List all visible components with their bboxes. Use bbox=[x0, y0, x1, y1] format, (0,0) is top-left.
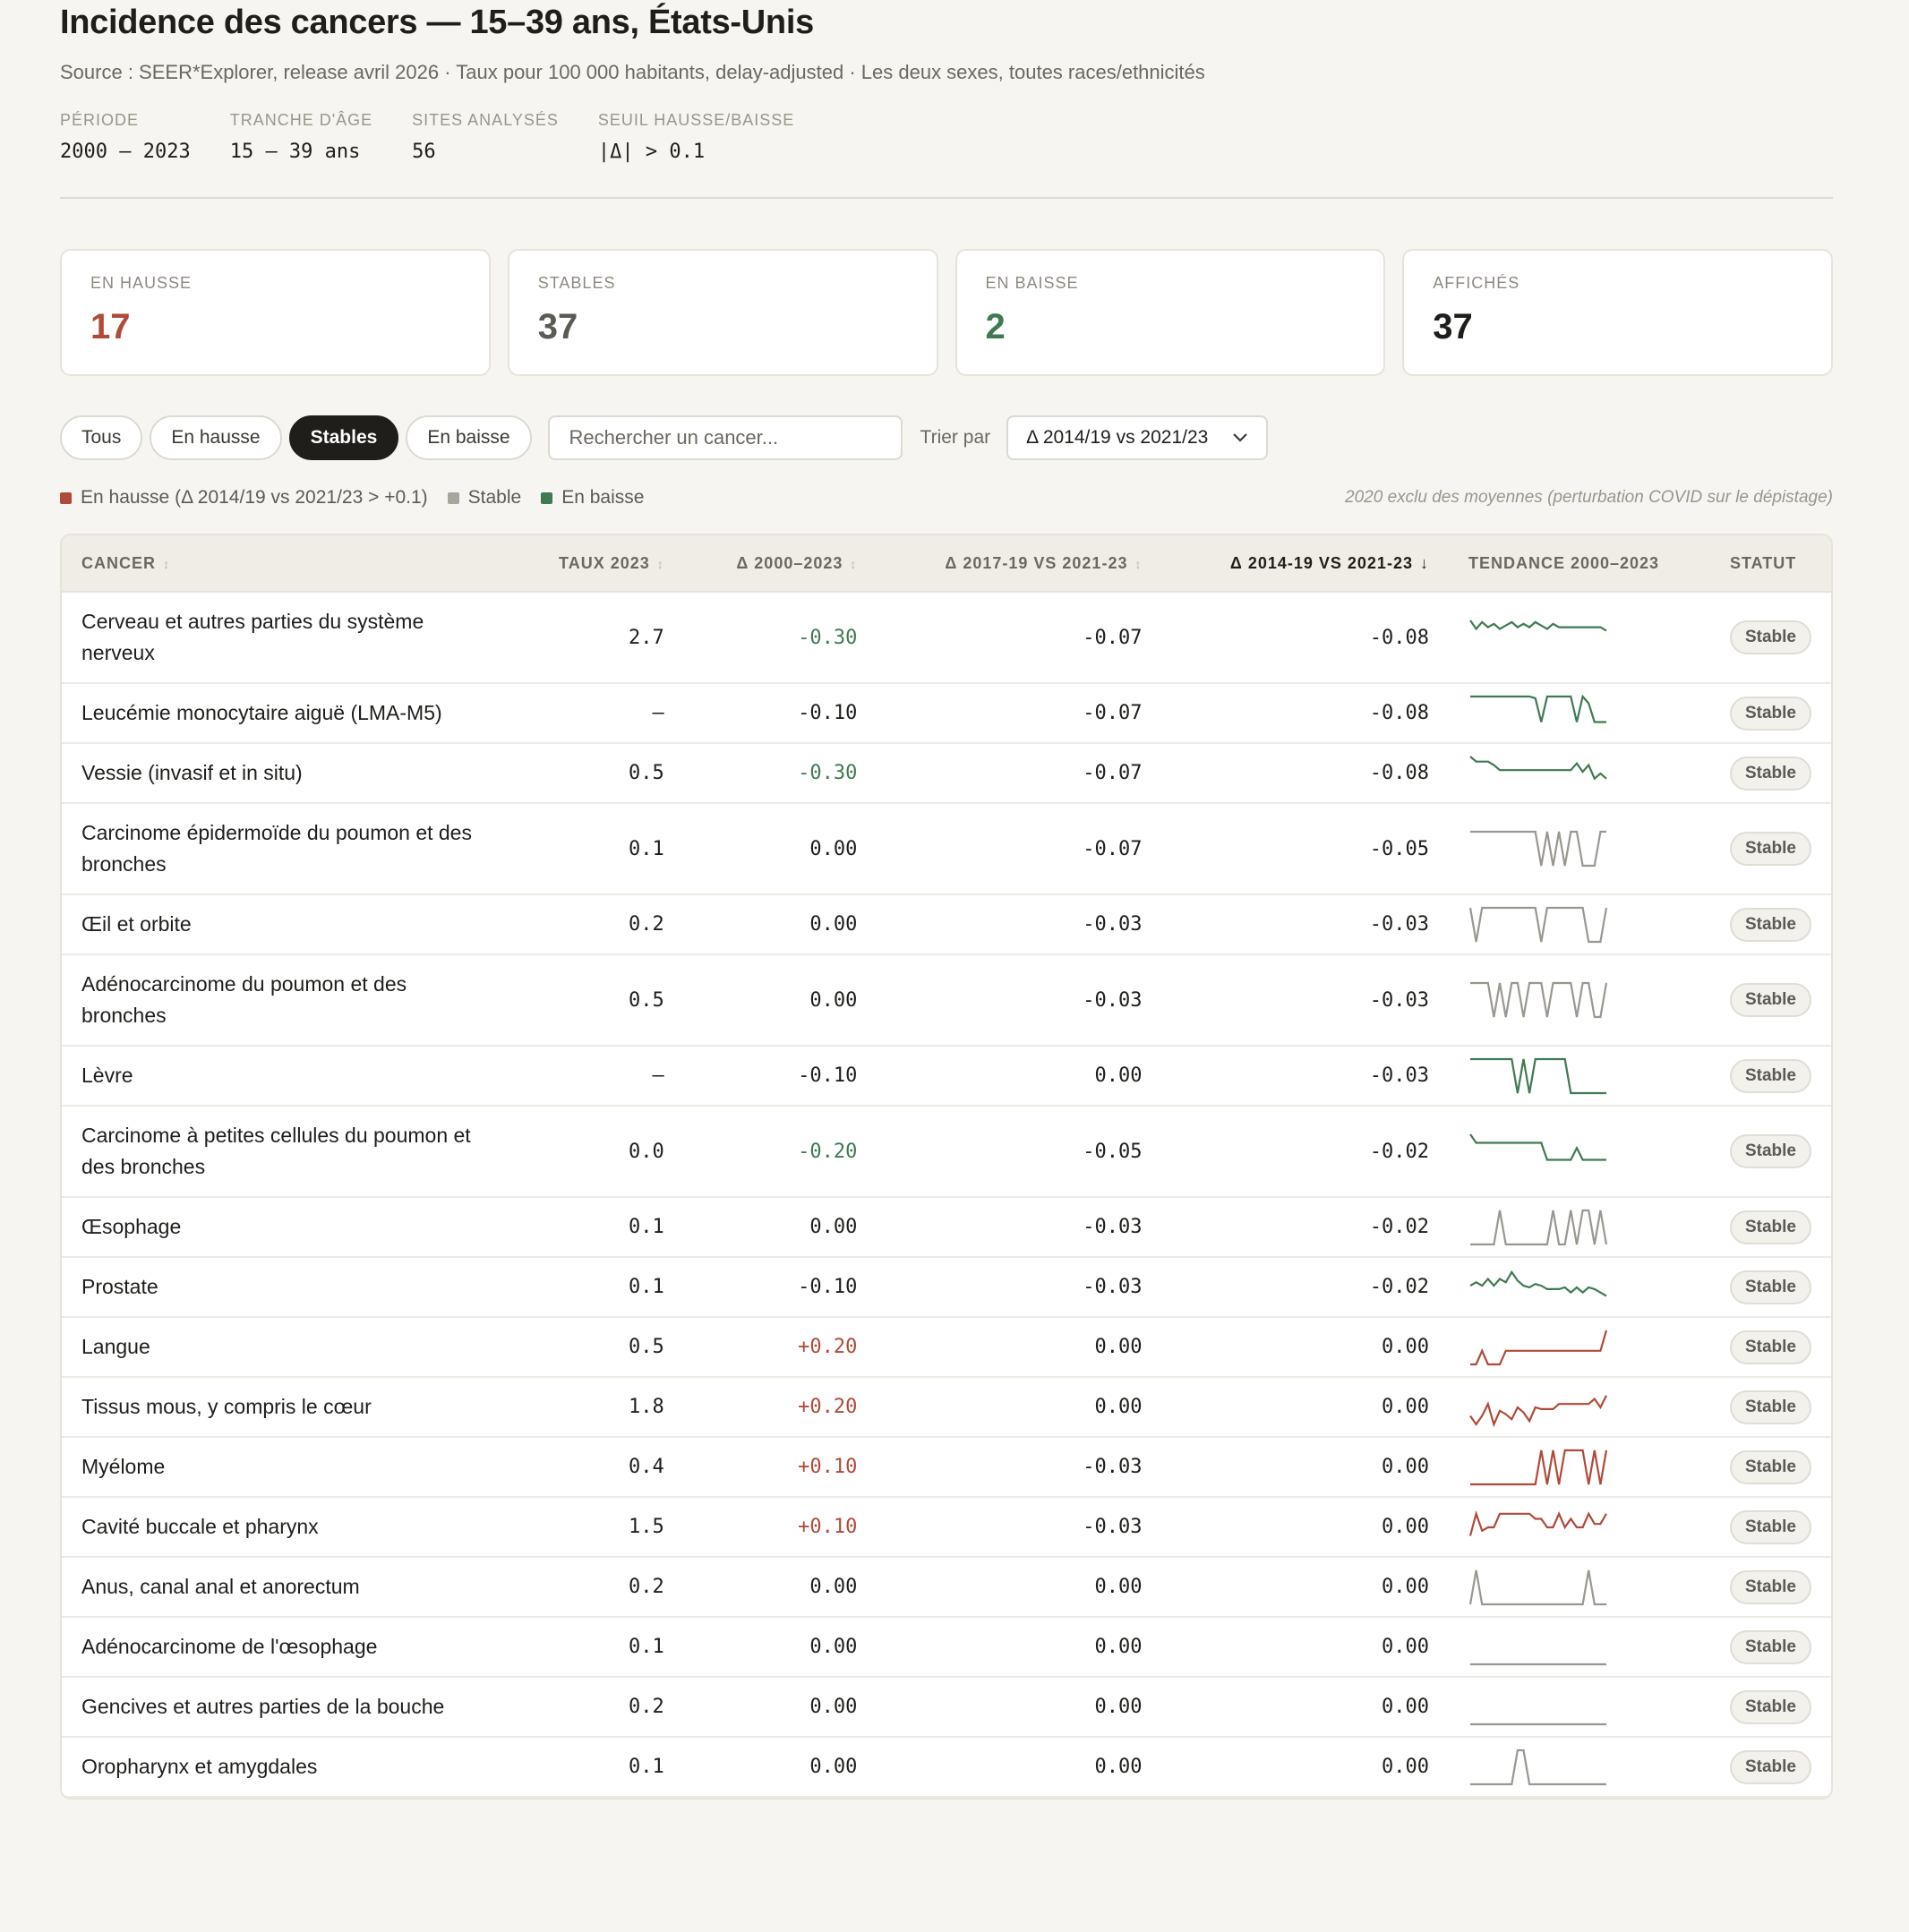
status-cell bbox=[1710, 1258, 1831, 1318]
trend-cell bbox=[1449, 1258, 1710, 1318]
delta-2000-2023: -0.30 bbox=[684, 593, 877, 684]
cancer-table bbox=[60, 534, 1833, 1799]
status-cell bbox=[1710, 1318, 1831, 1378]
status-cell bbox=[1710, 593, 1831, 684]
rate-2023: 0.1 bbox=[509, 1738, 684, 1798]
status-badge: Stable bbox=[1730, 1630, 1811, 1664]
meta-value: |Δ| > 0.1 bbox=[597, 141, 706, 163]
status-badge: Stable bbox=[1730, 1270, 1811, 1304]
sparkline bbox=[1468, 905, 1608, 945]
table-row[interactable] bbox=[62, 804, 1831, 895]
sparkline bbox=[1468, 829, 1608, 868]
cancer-name: Prostate bbox=[62, 1258, 509, 1318]
legend-note: 2020 exclu des moyennes (perturbation COVID sur le dépistage) bbox=[1345, 488, 1833, 507]
delta-2014-19: 0.00 bbox=[1161, 1618, 1449, 1678]
delta-2000-2023: 0.00 bbox=[684, 1738, 877, 1798]
meta-summary bbox=[60, 111, 1833, 163]
card-label: STABLES bbox=[537, 274, 616, 292]
delta-2000-2023: 0.00 bbox=[684, 955, 877, 1047]
delta-2017-19: 0.00 bbox=[877, 1558, 1161, 1618]
col-label: Δ 2014-19 VS 2021-23 bbox=[1229, 553, 1413, 572]
filter-rising-button[interactable]: En hausse bbox=[150, 415, 281, 460]
delta-2000-2023: -0.30 bbox=[684, 744, 877, 804]
delta-2014-19: -0.03 bbox=[1161, 1047, 1449, 1107]
sparkline bbox=[1468, 1508, 1608, 1547]
cancer-name: Œsophage bbox=[62, 1198, 509, 1258]
rate-2023: 0.5 bbox=[509, 744, 684, 804]
sparkline-series bbox=[1470, 908, 1606, 942]
legend-label: Stable bbox=[467, 487, 522, 508]
delta-2000-2023: 0.00 bbox=[684, 1618, 877, 1678]
delta-2014-19: -0.02 bbox=[1161, 1198, 1449, 1258]
delta-2000-2023: +0.10 bbox=[684, 1438, 877, 1498]
trend-cell bbox=[1449, 1198, 1710, 1258]
sparkline bbox=[1468, 1268, 1608, 1307]
divider bbox=[60, 197, 1833, 199]
status-cell bbox=[1710, 1438, 1831, 1498]
delta-2014-19: 0.00 bbox=[1161, 1558, 1449, 1618]
delta-2017-19: 0.00 bbox=[877, 1378, 1161, 1438]
cancer-name: Tissus mous, y compris le cœur bbox=[62, 1378, 509, 1438]
legend-swatch bbox=[60, 492, 72, 504]
delta-2017-19: -0.07 bbox=[877, 593, 1161, 684]
col-label: TENDANCE 2000–2023 bbox=[1468, 553, 1660, 572]
sparkline-series bbox=[1470, 1570, 1606, 1604]
sort-icon: ↕ bbox=[656, 556, 664, 571]
delta-2017-19: -0.07 bbox=[877, 804, 1161, 895]
legend-label: En hausse (Δ 2014/19 vs 2021/23 > +0.1) bbox=[81, 487, 428, 508]
rate-2023: 0.1 bbox=[509, 1198, 684, 1258]
delta-2014-19: 0.00 bbox=[1161, 1498, 1449, 1558]
sparkline bbox=[1468, 1388, 1608, 1427]
delta-2014-19: -0.03 bbox=[1161, 895, 1449, 955]
delta-2014-19: 0.00 bbox=[1161, 1378, 1449, 1438]
card-shown bbox=[1402, 249, 1833, 376]
meta-value: 15 – 39 ans bbox=[229, 141, 361, 163]
table-row[interactable] bbox=[62, 1678, 1831, 1738]
cancer-name: Myélome bbox=[62, 1438, 509, 1498]
sparkline-series bbox=[1470, 620, 1606, 630]
cancer-name: Adénocarcinome de l'œsophage bbox=[62, 1618, 509, 1678]
cancer-name: Anus, canal anal et anorectum bbox=[62, 1558, 509, 1618]
status-cell bbox=[1710, 1498, 1831, 1558]
card-value: 37 bbox=[537, 307, 578, 346]
status-badge: Stable bbox=[1730, 1134, 1811, 1168]
rate-2023: 0.1 bbox=[509, 804, 684, 895]
rate-2023: 1.8 bbox=[509, 1378, 684, 1438]
delta-2017-19: -0.07 bbox=[877, 684, 1161, 744]
card-label: EN BAISSE bbox=[985, 274, 1079, 292]
trend-cell bbox=[1449, 1558, 1710, 1618]
delta-2000-2023: 0.00 bbox=[684, 1558, 877, 1618]
page-subtitle: Source : SEER*Explorer, release avril 2026 · Taux pour 100 000 habitants, delay-adjusted · Les deux sexes, toutes races/ethnicités bbox=[60, 61, 1205, 83]
delta-2017-19: -0.03 bbox=[877, 955, 1161, 1047]
trend-cell bbox=[1449, 1438, 1710, 1498]
sparkline bbox=[1468, 1056, 1608, 1096]
status-cell bbox=[1710, 1618, 1831, 1678]
table-row[interactable] bbox=[62, 1438, 1831, 1498]
status-badge: Stable bbox=[1730, 697, 1811, 731]
sparkline-series bbox=[1470, 1330, 1606, 1364]
col-rate-2023[interactable] bbox=[509, 535, 684, 593]
trend-cell bbox=[1449, 804, 1710, 895]
sparkline bbox=[1468, 754, 1608, 793]
cancer-name: Leucémie monocytaire aiguë (LMA-M5) bbox=[62, 684, 509, 744]
cancer-name: Vessie (invasif et in situ) bbox=[62, 744, 509, 804]
card-falling bbox=[955, 249, 1386, 376]
delta-2017-19: -0.05 bbox=[877, 1107, 1161, 1198]
status-badge: Stable bbox=[1730, 1510, 1811, 1544]
status-cell bbox=[1710, 1378, 1831, 1438]
trend-cell bbox=[1449, 1618, 1710, 1678]
sparkline-series bbox=[1470, 697, 1606, 722]
sort-icon: ↕ bbox=[163, 556, 171, 571]
sort-icon: ↕ bbox=[850, 556, 858, 571]
table-row[interactable] bbox=[62, 1258, 1831, 1318]
sparkline bbox=[1468, 1448, 1608, 1487]
meta-label: TRANCHE D'ÂGE bbox=[229, 111, 373, 129]
cancer-name: Langue bbox=[62, 1318, 509, 1378]
rate-2023: 0.1 bbox=[509, 1618, 684, 1678]
trend-cell bbox=[1449, 1318, 1710, 1378]
sparkline-series bbox=[1470, 832, 1606, 866]
meta-sites bbox=[412, 111, 559, 163]
summary-cards bbox=[60, 249, 1833, 376]
sparkline bbox=[1468, 1132, 1608, 1171]
card-rising bbox=[60, 249, 491, 376]
col-label: Δ 2017-19 VS 2021-23 bbox=[945, 553, 1128, 572]
trend-cell bbox=[1449, 1498, 1710, 1558]
sparkline-series bbox=[1470, 1450, 1606, 1484]
delta-2014-19: -0.08 bbox=[1161, 744, 1449, 804]
sparkline-series bbox=[1470, 1395, 1606, 1423]
rate-2023: 0.0 bbox=[509, 1107, 684, 1198]
delta-2000-2023: +0.20 bbox=[684, 1318, 877, 1378]
status-badge: Stable bbox=[1730, 1690, 1811, 1724]
filter-all-button[interactable]: Tous bbox=[60, 415, 142, 460]
rate-2023: 0.1 bbox=[509, 1258, 684, 1318]
sparkline bbox=[1468, 980, 1608, 1020]
delta-2017-19: -0.07 bbox=[877, 744, 1161, 804]
delta-2017-19: 0.00 bbox=[877, 1047, 1161, 1107]
cancer-name: Cerveau et autres parties du système nerveux bbox=[62, 593, 509, 684]
table-row[interactable] bbox=[62, 1738, 1831, 1798]
trend-cell bbox=[1449, 1738, 1710, 1798]
trend-cell bbox=[1449, 1107, 1710, 1198]
card-stable bbox=[508, 249, 938, 376]
sparkline-series bbox=[1470, 1271, 1606, 1295]
sparkline bbox=[1468, 1628, 1608, 1667]
col-label: STATUT bbox=[1729, 553, 1797, 572]
delta-2017-19: 0.00 bbox=[877, 1678, 1161, 1738]
status-badge: Stable bbox=[1730, 1750, 1811, 1784]
sparkline-series bbox=[1470, 757, 1606, 779]
delta-2014-19: 0.00 bbox=[1161, 1738, 1449, 1798]
card-label: EN HAUSSE bbox=[90, 274, 193, 292]
table-row[interactable] bbox=[62, 1318, 1831, 1378]
filter-falling-button[interactable]: En baisse bbox=[406, 415, 531, 460]
meta-value: 56 bbox=[412, 141, 436, 163]
delta-2014-19: 0.00 bbox=[1161, 1318, 1449, 1378]
col-label: TAUX 2023 bbox=[559, 553, 650, 572]
delta-2000-2023: -0.10 bbox=[684, 1047, 877, 1107]
table-row[interactable] bbox=[62, 1047, 1831, 1107]
col-label: CANCER bbox=[81, 553, 157, 572]
rate-2023: 0.2 bbox=[509, 895, 684, 955]
controls-bar bbox=[60, 415, 1833, 460]
status-cell bbox=[1710, 1107, 1831, 1198]
delta-2000-2023: 0.00 bbox=[684, 1198, 877, 1258]
col-delta-1419[interactable] bbox=[1161, 535, 1449, 593]
col-status bbox=[1710, 535, 1831, 593]
rate-2023: – bbox=[509, 1047, 684, 1107]
table-row[interactable] bbox=[62, 684, 1831, 744]
table-body bbox=[62, 593, 1831, 1798]
delta-2017-19: 0.00 bbox=[877, 1738, 1161, 1798]
cancer-name: Carcinome épidermoïde du poumon et des bronches bbox=[62, 804, 509, 895]
status-cell bbox=[1710, 895, 1831, 955]
status-badge: Stable bbox=[1730, 1330, 1811, 1364]
table-header-row bbox=[62, 535, 1831, 593]
status-cell bbox=[1710, 1738, 1831, 1798]
sort-icon: ↕ bbox=[1134, 556, 1143, 571]
sort-label: Trier par bbox=[920, 427, 991, 448]
table-row[interactable] bbox=[62, 1558, 1831, 1618]
status-cell bbox=[1710, 1198, 1831, 1258]
table-row[interactable] bbox=[62, 744, 1831, 804]
rate-2023: 0.5 bbox=[509, 955, 684, 1047]
delta-2014-19: -0.05 bbox=[1161, 804, 1449, 895]
delta-2014-19: 0.00 bbox=[1161, 1438, 1449, 1498]
meta-label: PÉRIODE bbox=[60, 111, 140, 129]
status-cell bbox=[1710, 1047, 1831, 1107]
meta-age-range bbox=[230, 111, 372, 163]
delta-2014-19: -0.02 bbox=[1161, 1107, 1449, 1198]
delta-2000-2023: 0.00 bbox=[684, 895, 877, 955]
delta-2000-2023: -0.10 bbox=[684, 1258, 877, 1318]
delta-2017-19: -0.03 bbox=[877, 1258, 1161, 1318]
rate-2023: 1.5 bbox=[509, 1498, 684, 1558]
cancer-name: Oropharynx et amygdales bbox=[62, 1738, 509, 1798]
meta-value: 2000 – 2023 bbox=[60, 141, 191, 163]
sparkline bbox=[1468, 694, 1608, 733]
filter-stable-button[interactable]: Stables bbox=[289, 415, 399, 460]
status-badge: Stable bbox=[1730, 1450, 1811, 1484]
delta-2000-2023: 0.00 bbox=[684, 804, 877, 895]
trend-cell bbox=[1449, 955, 1710, 1047]
delta-2017-19: -0.03 bbox=[877, 1498, 1161, 1558]
status-badge: Stable bbox=[1730, 620, 1811, 654]
cancer-name: Gencives et autres parties de la bouche bbox=[62, 1678, 509, 1738]
cancer-name: Lèvre bbox=[62, 1047, 509, 1107]
col-delta-1719[interactable] bbox=[877, 535, 1161, 593]
status-cell bbox=[1710, 684, 1831, 744]
sparkline bbox=[1468, 1688, 1608, 1727]
sparkline-series bbox=[1470, 1513, 1606, 1535]
legend-label: En baisse bbox=[561, 487, 645, 508]
sort-desc-icon: ↓ bbox=[1419, 553, 1429, 572]
table-row[interactable] bbox=[62, 895, 1831, 955]
sparkline bbox=[1468, 618, 1608, 657]
status-badge: Stable bbox=[1730, 983, 1811, 1017]
col-trend bbox=[1449, 535, 1710, 593]
table-row[interactable] bbox=[62, 1618, 1831, 1678]
delta-2014-19: -0.03 bbox=[1161, 955, 1449, 1047]
col-cancer[interactable] bbox=[62, 535, 509, 593]
search-input[interactable] bbox=[548, 415, 903, 460]
delta-2000-2023: +0.20 bbox=[684, 1378, 877, 1438]
legend-item-down bbox=[541, 487, 644, 509]
card-label: AFFICHÉS bbox=[1433, 274, 1520, 292]
delta-2000-2023: +0.10 bbox=[684, 1498, 877, 1558]
delta-2014-19: 0.00 bbox=[1161, 1678, 1449, 1738]
trend-cell bbox=[1449, 744, 1710, 804]
table-row[interactable] bbox=[62, 1198, 1831, 1258]
delta-2014-19: -0.08 bbox=[1161, 593, 1449, 684]
rate-2023: 0.4 bbox=[509, 1438, 684, 1498]
delta-2000-2023: -0.10 bbox=[684, 684, 877, 744]
cancer-name: Carcinome à petites cellules du poumon et des bronches bbox=[62, 1107, 509, 1198]
delta-2014-19: -0.08 bbox=[1161, 684, 1449, 744]
rate-2023: – bbox=[509, 684, 684, 744]
sparkline bbox=[1468, 1748, 1608, 1787]
status-badge: Stable bbox=[1730, 757, 1811, 791]
status-badge: Stable bbox=[1730, 832, 1811, 866]
page-title: Incidence des cancers — 15–39 ans, États-Unis bbox=[60, 4, 814, 41]
status-cell bbox=[1710, 1678, 1831, 1738]
col-label: Δ 2000–2023 bbox=[736, 553, 843, 572]
delta-2000-2023: 0.00 bbox=[684, 1678, 877, 1738]
status-cell bbox=[1710, 955, 1831, 1047]
sparkline bbox=[1468, 1568, 1608, 1607]
trend-cell bbox=[1449, 1047, 1710, 1107]
chevron-down-icon bbox=[1232, 432, 1248, 443]
card-value: 17 bbox=[90, 307, 131, 346]
legend-swatch bbox=[448, 492, 459, 504]
table-row[interactable] bbox=[62, 593, 1831, 684]
meta-threshold bbox=[598, 111, 794, 163]
trend-cell bbox=[1449, 684, 1710, 744]
table-row[interactable] bbox=[62, 1378, 1831, 1438]
meta-label: SEUIL HAUSSE/BAISSE bbox=[597, 111, 795, 129]
trend-cell bbox=[1449, 895, 1710, 955]
delta-2017-19: -0.03 bbox=[877, 1198, 1161, 1258]
status-cell bbox=[1710, 1558, 1831, 1618]
cancer-name: Œil et orbite bbox=[62, 895, 509, 955]
trend-cell bbox=[1449, 1378, 1710, 1438]
delta-2000-2023: -0.20 bbox=[684, 1107, 877, 1198]
delta-2017-19: 0.00 bbox=[877, 1318, 1161, 1378]
status-badge: Stable bbox=[1730, 1390, 1811, 1424]
rate-2023: 0.5 bbox=[509, 1318, 684, 1378]
meta-period bbox=[60, 111, 191, 163]
meta-label: SITES ANALYSÉS bbox=[412, 111, 559, 129]
status-cell bbox=[1710, 744, 1831, 804]
trend-cell bbox=[1449, 1678, 1710, 1738]
sparkline-series bbox=[1470, 1134, 1606, 1160]
sparkline-series bbox=[1470, 1210, 1606, 1244]
legend-swatch bbox=[541, 492, 552, 504]
card-value: 2 bbox=[985, 307, 1006, 346]
sparkline-series bbox=[1470, 1750, 1606, 1784]
delta-2017-19: 0.00 bbox=[877, 1618, 1161, 1678]
sparkline bbox=[1468, 1328, 1608, 1367]
status-badge: Stable bbox=[1730, 1059, 1811, 1093]
rate-2023: 0.2 bbox=[509, 1558, 684, 1618]
status-badge: Stable bbox=[1730, 1210, 1811, 1244]
sparkline bbox=[1468, 1208, 1608, 1247]
sort-select[interactable] bbox=[1006, 415, 1268, 460]
legend-item-stable bbox=[448, 487, 522, 509]
cancer-name: Adénocarcinome du poumon et des bronches bbox=[62, 955, 509, 1047]
legend-item-up bbox=[60, 487, 428, 509]
delta-2017-19: -0.03 bbox=[877, 1438, 1161, 1498]
legend bbox=[60, 485, 1833, 510]
delta-2014-19: -0.02 bbox=[1161, 1258, 1449, 1318]
sparkline-series bbox=[1470, 983, 1606, 1017]
card-value: 37 bbox=[1433, 307, 1473, 346]
trend-cell bbox=[1449, 593, 1710, 684]
status-cell bbox=[1710, 804, 1831, 895]
col-delta-all[interactable] bbox=[684, 535, 877, 593]
table-row[interactable] bbox=[62, 1498, 1831, 1558]
sparkline-series bbox=[1470, 1059, 1606, 1093]
table-row[interactable] bbox=[62, 955, 1831, 1047]
cancer-name: Cavité buccale et pharynx bbox=[62, 1498, 509, 1558]
sort-select-value: Δ 2014/19 vs 2021/23 bbox=[1026, 427, 1209, 448]
status-badge: Stable bbox=[1730, 1570, 1811, 1604]
delta-2017-19: -0.03 bbox=[877, 895, 1161, 955]
rate-2023: 2.7 bbox=[509, 593, 684, 684]
rate-2023: 0.2 bbox=[509, 1678, 684, 1738]
status-badge: Stable bbox=[1730, 908, 1811, 942]
table-row[interactable] bbox=[62, 1107, 1831, 1198]
